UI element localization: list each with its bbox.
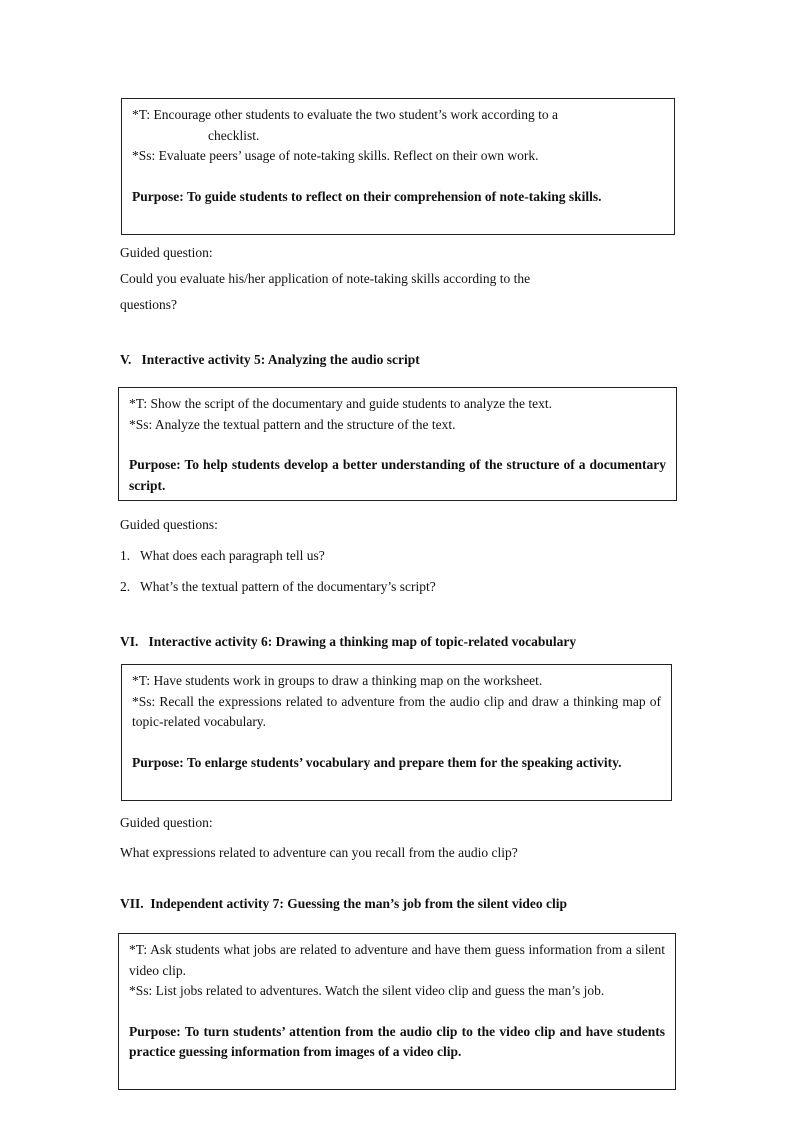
teacher-instruction: *T: Encourage other students to evaluate the two student’s work according to a checklist.: [132, 107, 558, 143]
section-heading-5: V. Interactive activity 5: Analyzing the audio script: [120, 352, 420, 367]
activity-box-6: [121, 664, 672, 801]
purpose-statement: Purpose: To enlarge students’ vocabulary and prepare them for the speaking activity.: [132, 754, 622, 770]
section-heading-7: VII. Independent activity 7: Guessing the man’s job from the silent video clip: [120, 896, 568, 911]
students-instruction: *Ss: Recall the expressions related to adventure from the audio clip and draw a thinking map of topic-related vocabulary.: [132, 693, 661, 729]
activity-box-4-continued: [121, 98, 675, 235]
purpose-statement: Purpose: To help students develop a better understanding of the structure of a documentary script.: [129, 457, 666, 493]
guided-question-label: Guided question:: [120, 245, 213, 260]
guided-question-text-cont: questions?: [120, 297, 177, 312]
guided-question-text: What expressions related to adventure can you recall from the audio clip?: [120, 845, 518, 860]
teacher-instruction: *T: Have students work in groups to draw a thinking map on the worksheet.: [132, 673, 543, 688]
students-instruction: *Ss: List jobs related to adventures. Watch the silent video clip and guess the man’s job.: [129, 983, 605, 998]
guided-question-label: Guided question:: [120, 815, 213, 830]
students-instruction: *Ss: Analyze the textual pattern and the structure of the text.: [129, 416, 456, 432]
guided-question-item: 1. What does each paragraph tell us?: [120, 548, 325, 563]
activity-box-5: [118, 387, 677, 501]
guided-question-item: 2. What’s the textual pattern of the documentary’s script?: [120, 579, 436, 594]
students-instruction: *Ss: Evaluate peers’ usage of note-taking skills. Reflect on their own work.: [132, 148, 539, 163]
activity-box-7: [118, 933, 676, 1090]
purpose-statement: Purpose: To guide students to reflect on their comprehension of note-taking skills.: [132, 188, 602, 204]
purpose-statement: Purpose: To turn students’ attention from the audio clip to the video clip and have students practice guessing information from images of a video clip.: [129, 1023, 665, 1059]
guided-question-text: Could you evaluate his/her application of note-taking skills according to the: [120, 271, 531, 286]
teacher-instruction: *T: Ask students what jobs are related to adventure and have them guess information from a silent video clip.: [129, 942, 665, 978]
teacher-instruction: *T: Show the script of the documentary and guide students to analyze the text.: [129, 396, 552, 411]
section-heading-6: VI. Interactive activity 6: Drawing a thinking map of topic-related vocabulary: [120, 634, 577, 649]
guided-questions-label: Guided questions:: [120, 517, 218, 532]
